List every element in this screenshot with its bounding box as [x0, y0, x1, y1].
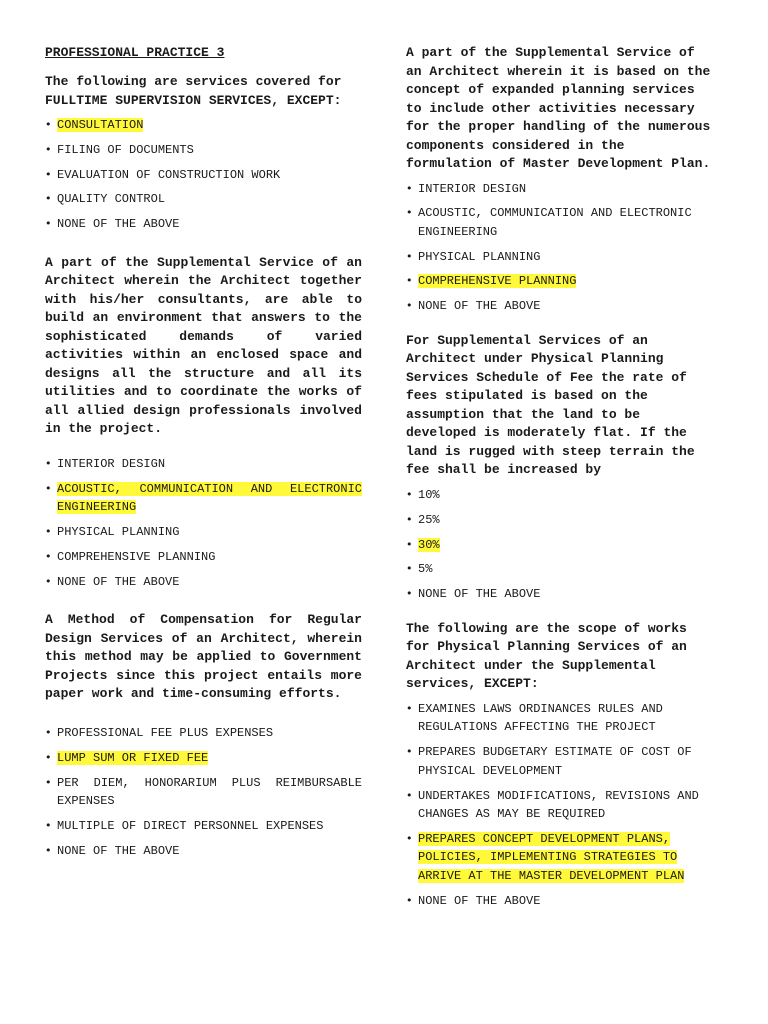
bullet-icon: • [45, 217, 52, 231]
question-5: For Supplemental Services of an Architect under Physical Planning Services Schedule of Fee the rate of fees stipulated is based on the assumption that the land to be developed is moderately flat. If the land is rugged with steep terrain the fee shall be increased by [406, 332, 695, 478]
bullet-icon: • [406, 831, 413, 845]
question-4-option-4 [406, 272, 716, 291]
bullet-icon: • [45, 549, 52, 563]
bullet-icon: • [45, 481, 52, 495]
question-5-option-1 [406, 486, 716, 505]
option-text: PREPARES BUDGETARY ESTIMATE OF COST OF PHYSICAL DEVELOPMENT [418, 745, 692, 778]
question-3-option-2 [45, 749, 362, 768]
bullet-icon: • [45, 843, 52, 857]
question-4-options [406, 180, 716, 316]
option-text-highlighted: COMPREHENSIVE PLANNING [418, 274, 577, 289]
question-4-option-1 [406, 180, 716, 199]
question-3-option-5 [45, 842, 362, 861]
option-text-highlighted: 30% [418, 537, 440, 552]
question-1-option-2 [45, 141, 362, 160]
question-2-option-3 [45, 523, 362, 542]
option-text: NONE OF THE ABOVE [418, 587, 541, 602]
option-text: EXAMINES LAWS ORDINANCES RULES AND REGULATIONS AFFECTING THE PROJECT [418, 701, 663, 735]
question-6-except: EXCEPT: [484, 676, 539, 692]
option-text: UNDERTAKES MODIFICATIONS, REVISIONS AND CHANGES AS MAY BE REQUIRED [418, 788, 699, 822]
option-text: FILING OF DOCUMENTS [57, 142, 194, 157]
bullet-icon: • [406, 274, 413, 288]
option-text: 25% [418, 512, 440, 527]
question-1-option-4 [45, 190, 362, 209]
question-2-option-1 [45, 455, 362, 474]
bullet-icon: • [406, 249, 413, 263]
question-2-option-2 [45, 480, 362, 517]
left-column [45, 44, 362, 866]
question-5-option-2 [406, 511, 716, 530]
question-6-option-5 [406, 892, 716, 911]
question-6 [406, 620, 716, 694]
bullet-icon: • [406, 701, 413, 715]
question-3-options [45, 724, 362, 860]
bullet-icon: • [45, 750, 52, 764]
question-5-option-5 [406, 585, 716, 604]
document-title: PROFESSIONAL PRACTICE 3 [45, 45, 225, 60]
option-text-highlighted: CONSULTATION [57, 118, 144, 132]
question-2-options [45, 455, 362, 591]
option-text: INTERIOR DESIGN [57, 456, 166, 471]
question-1-option-3 [45, 166, 362, 185]
bullet-icon: • [45, 192, 52, 206]
bullet-icon: • [406, 587, 413, 601]
bullet-icon: • [406, 299, 413, 313]
option-text-highlighted: ACOUSTIC, COMMUNICATION AND ELECTRONIC ENGINEERING [57, 481, 362, 515]
bullet-icon: • [45, 725, 52, 739]
question-6-option-4 [406, 830, 716, 886]
option-text: NONE OF THE ABOVE [57, 217, 180, 232]
question-4-option-2 [406, 204, 716, 241]
option-text: ACOUSTIC, COMMUNICATION AND ELECTRONIC ENGINEERING [418, 206, 692, 239]
right-column [406, 44, 716, 916]
question-6-text: The following are the scope of works for Physical Planning Services of an Architect under the Supplemental services, [406, 620, 687, 692]
option-text-highlighted: LUMP SUM OR FIXED FEE [57, 750, 209, 765]
option-text: EVALUATION OF CONSTRUCTION WORK [57, 167, 281, 182]
bullet-icon: • [406, 562, 413, 576]
question-2: A part of the Supplemental Service of an Architect wherein the Architect together with his/her consultants, are able to build an environment that answers to the sophisticated demands of varied activities within an enclosed space and designs all the structure and all its utilities and to coordinate the works of all allied design professionals involved in the project. [45, 254, 362, 437]
bullet-icon: • [406, 537, 413, 551]
question-5-options [406, 486, 716, 604]
option-text: PROFESSIONAL FEE PLUS EXPENSES [57, 725, 274, 740]
option-text: COMPREHENSIVE PLANNING [57, 549, 216, 564]
bullet-icon: • [45, 775, 52, 789]
question-1: The following are services covered for FULLTIME SUPERVISION SERVICES, EXCEPT: [45, 74, 342, 108]
question-4-option-3 [406, 248, 716, 267]
bullet-icon: • [406, 206, 413, 220]
question-6-option-3 [406, 787, 716, 824]
bullet-icon: • [406, 788, 413, 802]
option-text: PHYSICAL PLANNING [57, 525, 180, 540]
question-1-option-1 [45, 116, 362, 135]
question-6-option-1 [406, 700, 716, 737]
bullet-icon: • [45, 118, 52, 131]
option-text: NONE OF THE ABOVE [57, 843, 180, 858]
question-4: A part of the Supplemental Service of an Architect wherein it is based on the concept of expanded planning services to include other activities necessary for the proper handling of the numerous components considered in the formulation of Master Development Plan. [406, 45, 711, 171]
option-text: PER DIEM, HONORARIUM PLUS REIMBURSABLE EXPENSES [57, 775, 362, 809]
option-text: MULTIPLE OF DIRECT PERSONNEL EXPENSES [57, 818, 324, 833]
bullet-icon: • [406, 745, 413, 759]
question-6-option-2 [406, 743, 716, 780]
question-1-options [45, 116, 362, 234]
bullet-icon: • [45, 456, 52, 470]
bullet-icon: • [406, 181, 413, 195]
bullet-icon: • [45, 142, 52, 156]
option-text: INTERIOR DESIGN [418, 181, 527, 196]
option-text: 5% [418, 562, 433, 577]
question-6-options [406, 700, 716, 910]
question-3-option-1 [45, 724, 362, 743]
question-3-option-3 [45, 774, 362, 811]
bullet-icon: • [406, 893, 413, 907]
question-1-option-5 [45, 215, 362, 234]
question-2-option-5 [45, 573, 362, 592]
option-text: NONE OF THE ABOVE [418, 893, 541, 908]
option-text: NONE OF THE ABOVE [57, 574, 180, 589]
question-3-option-4 [45, 817, 362, 836]
question-5-option-4 [406, 560, 716, 579]
question-4-option-5 [406, 297, 716, 316]
option-text: QUALITY CONTROL [57, 192, 166, 207]
option-text: PHYSICAL PLANNING [418, 249, 541, 264]
option-text-highlighted: PREPARES CONCEPT DEVELOPMENT PLANS, POLICIES, IMPLEMENTING STRATEGIES TO ARRIVE AT THE MASTER DEVELOPMENT PLAN [418, 831, 685, 883]
option-text: 10% [418, 487, 440, 502]
bullet-icon: • [45, 574, 52, 588]
option-text: NONE OF THE ABOVE [418, 299, 541, 314]
question-3: A Method of Compensation for Regular Design Services of an Architect, wherein this method may be applied to Government Projects since this project entails more paper work and time-consuming efforts. [45, 612, 362, 702]
question-2-option-4 [45, 548, 362, 567]
bullet-icon: • [406, 512, 413, 526]
bullet-icon: • [45, 167, 52, 181]
bullet-icon: • [45, 818, 52, 832]
question-5-option-3 [406, 536, 716, 555]
bullet-icon: • [45, 525, 52, 539]
bullet-icon: • [406, 487, 413, 501]
